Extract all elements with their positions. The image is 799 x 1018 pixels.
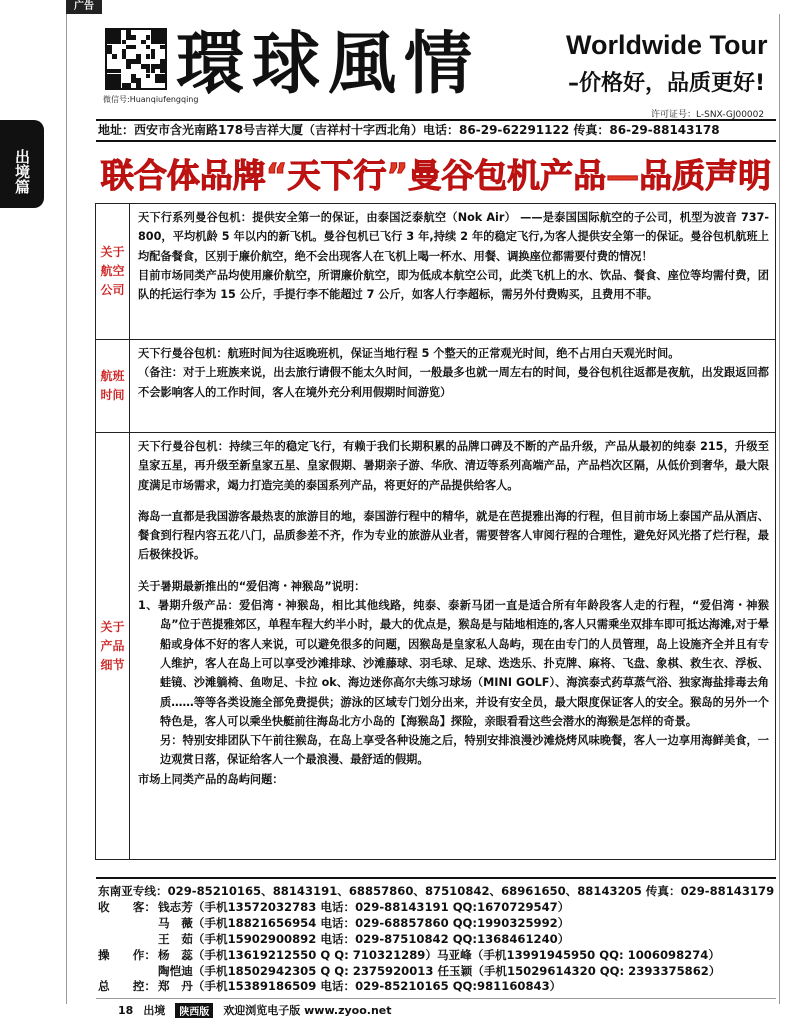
- contact-value: 王 茹（手机15902900892 电话：029-87510842 QQ:1368461240）: [158, 931, 570, 946]
- page-title: 联合体品牌“天下行”曼谷包机产品—品质声明: [100, 156, 772, 195]
- contact-value: 杨 蕊（手机13619212550 Q Q: 710321289）马亚峰（手机13991945950 QQ: 1006098274）: [158, 947, 720, 962]
- divider: [96, 877, 776, 879]
- paragraph: 目前市场同类产品均使用廉价航空，所谓廉价航空，即为低成本航空公司，此类飞机上的水、饮品、餐食、座位等均需付费，团队的托运行李为 15 公斤，手提行李不能超过 7 公斤，如客人行李超标，需另外付费购买，且费用不菲。: [138, 268, 769, 302]
- edition-badge: 陕西版: [175, 1003, 213, 1018]
- brand-slogan: –价格好，品质更好!: [568, 71, 766, 96]
- contact-block: [98, 884, 774, 995]
- side-tab: 出境篇: [0, 120, 44, 208]
- section-label: 关于产品细节: [96, 433, 130, 860]
- license-number: 许可证号：L-SNX-GJ00002: [651, 110, 765, 120]
- statement-table: [95, 203, 776, 860]
- contact-label: 操 作：: [98, 947, 156, 962]
- divider: [96, 998, 776, 999]
- list-item: 1、暑期升级产品：爱侣湾・神猴岛，相比其他线路，纯泰、泰新马团一直是适合所有年龄段客人走的行程，“爱侣湾・神猴岛”位于芭提雅郊区，单程车程大约半小时，最大的优点是，猴岛是与陆地相连的,客人只需乘坐双排车即可抵达海滩,对于晕船或身体不好的客人来说，可以避免很多的问题，因猴岛是皇家私人岛屿，现在由专门的人员管理，岛上设施齐全并且有专人维护，客人在岛上可以享受沙滩排球、沙滩藤球、羽毛球、足球、迭迭乐、扑克牌、麻将、飞盘、象棋、救生衣、浮板、蛙镜、沙滩躺椅、鱼吻足、卡拉 ok、海边迷你高尔夫练习球场（MINI GOLF）、海滨泰式药草蒸气浴、独家海盐排毒去角质……等等各类设施全部免费提供；游泳的区域专门划分出来，并设有安全员，最大限度保证客人的安全。猴岛的另外一个特色是，客人可以乘坐快艇前往海岛北方小岛的【海猴岛】探险，亲眼看看这些会潜水的海猴是怎样的奇景。: [138, 599, 769, 728]
- table-row: [96, 204, 776, 340]
- paragraph: 天下行曼谷包机：航班时间为往返晚班机，保证当地行程 5 个整天的正常观光时间，绝不占用白天观光时间。: [138, 347, 680, 360]
- section-body: [130, 204, 776, 340]
- contact-value: 029-85210165、88143191、68857860、87510842、68961650、88143205 传真：029-88143179: [167, 884, 775, 898]
- subheading: 市场上同类产品的岛屿问题：: [138, 772, 284, 786]
- paragraph: 海岛一直都是我国游客最热衷的旅游目的地，泰国游行程中的精华，就是在芭提雅出海的行程，但目前市场上泰国产品从酒店、餐食到行程内容五花八门，品质参差不齐，作为专业的旅游从业者，需要替客人审阅行程的合理性，避免好风光搭了烂行程，最后极徕投诉。: [138, 509, 769, 562]
- contact-value: 陶恺迪（手机18502942305 Q Q: 2375920013 任玉颖（手机15029614320 QQ: 2393375862）: [158, 963, 721, 978]
- brand-name-english: Worldwide Tour: [566, 30, 768, 60]
- section-label: 关于航空公司: [96, 204, 130, 340]
- page-footer: [118, 1002, 392, 1018]
- section-name: 出境: [143, 1004, 166, 1017]
- paragraph: 另：特别安排团队下午前往猴岛，在岛上享受各种设施之后，特别安排浪漫沙滩烧烤风味晚餐，客人一边享用海鲜美食，一边观赏日落，保证给客人一个最浪漫、最舒适的假期。: [160, 734, 769, 767]
- contact-label: 收 客：: [98, 899, 156, 914]
- website-link[interactable]: 欢迎浏览电子版 www.zyoo.net: [223, 1004, 392, 1017]
- divider: [96, 140, 776, 142]
- subheading: 关于暑期最新推出的“爱侣湾・神猴岛”说明：: [138, 579, 366, 593]
- section-body: [130, 340, 776, 433]
- table-row: [96, 433, 776, 860]
- contact-value: 钱志芳（手机13572032783 电话：029-88143191 QQ:1670729547）: [158, 899, 570, 914]
- contact-value: 郑 丹（手机15389186509 电话：029-85210165 QQ:981160843）: [158, 979, 562, 994]
- section-label: 航班时间: [96, 340, 130, 433]
- ad-tag: 广告: [66, 0, 102, 14]
- contact-value: 马 薇（手机18821656954 电话：029-68857860 QQ:1990325992）: [158, 915, 570, 930]
- qr-code-icon: [105, 28, 167, 90]
- page-number: 18: [118, 1003, 134, 1017]
- wechat-label: 微信号:Huanqiufengqing: [103, 95, 199, 104]
- paragraph: 天下行曼谷包机：持续三年的稳定飞行，有赖于我们长期积累的品牌口碑及不断的产品升级，产品从最初的纯泰 215，升级至皇家五星，再升级至新皇家五星、皇家假期、暑期亲子游、华欣、清迈等系列高端产品，产品档次区隔，从低价到奢华，最大限度满足市场需求，竭力打造完美的泰国系列产品，将更好的产品提供给客人。: [138, 440, 769, 492]
- section-body: [130, 433, 776, 860]
- paragraph: 天下行系列曼谷包机：提供安全第一的保证，由泰国泛泰航空（Nok Air） ——是泰国国际航空的子公司，机型为波音 737-800，平均机龄 5 年以内的新飞机。曼谷包机已飞行 3 年,持续 2 年的稳定飞行,为客人提供安全第一的保证。曼谷包机航班上均配备餐食，区别于廉价航空，绝不会出现客人在飞机上喝一杯水、用餐、调换座位都需要付费的情况！: [138, 211, 769, 263]
- brand-name-chinese: 環球風情: [176, 24, 481, 104]
- paragraph: （备注：对于上班族来说，出去旅行请假不能太久时间，一般最多也就一周左右的时间，曼谷包机往返都是夜航，出发跟返回都不会影响客人的工作时间，客人在境外充分利用假期时间游览）: [138, 366, 769, 399]
- address-line: 地址：西安市含光南路178号吉祥大厦（吉祥村十字西北角）电话：86-29-62291122 传真：86-29-88143178: [98, 123, 720, 137]
- contact-label: 东南亚专线：: [98, 884, 168, 898]
- contact-label: 总 控：: [98, 979, 156, 994]
- table-row: [96, 340, 776, 433]
